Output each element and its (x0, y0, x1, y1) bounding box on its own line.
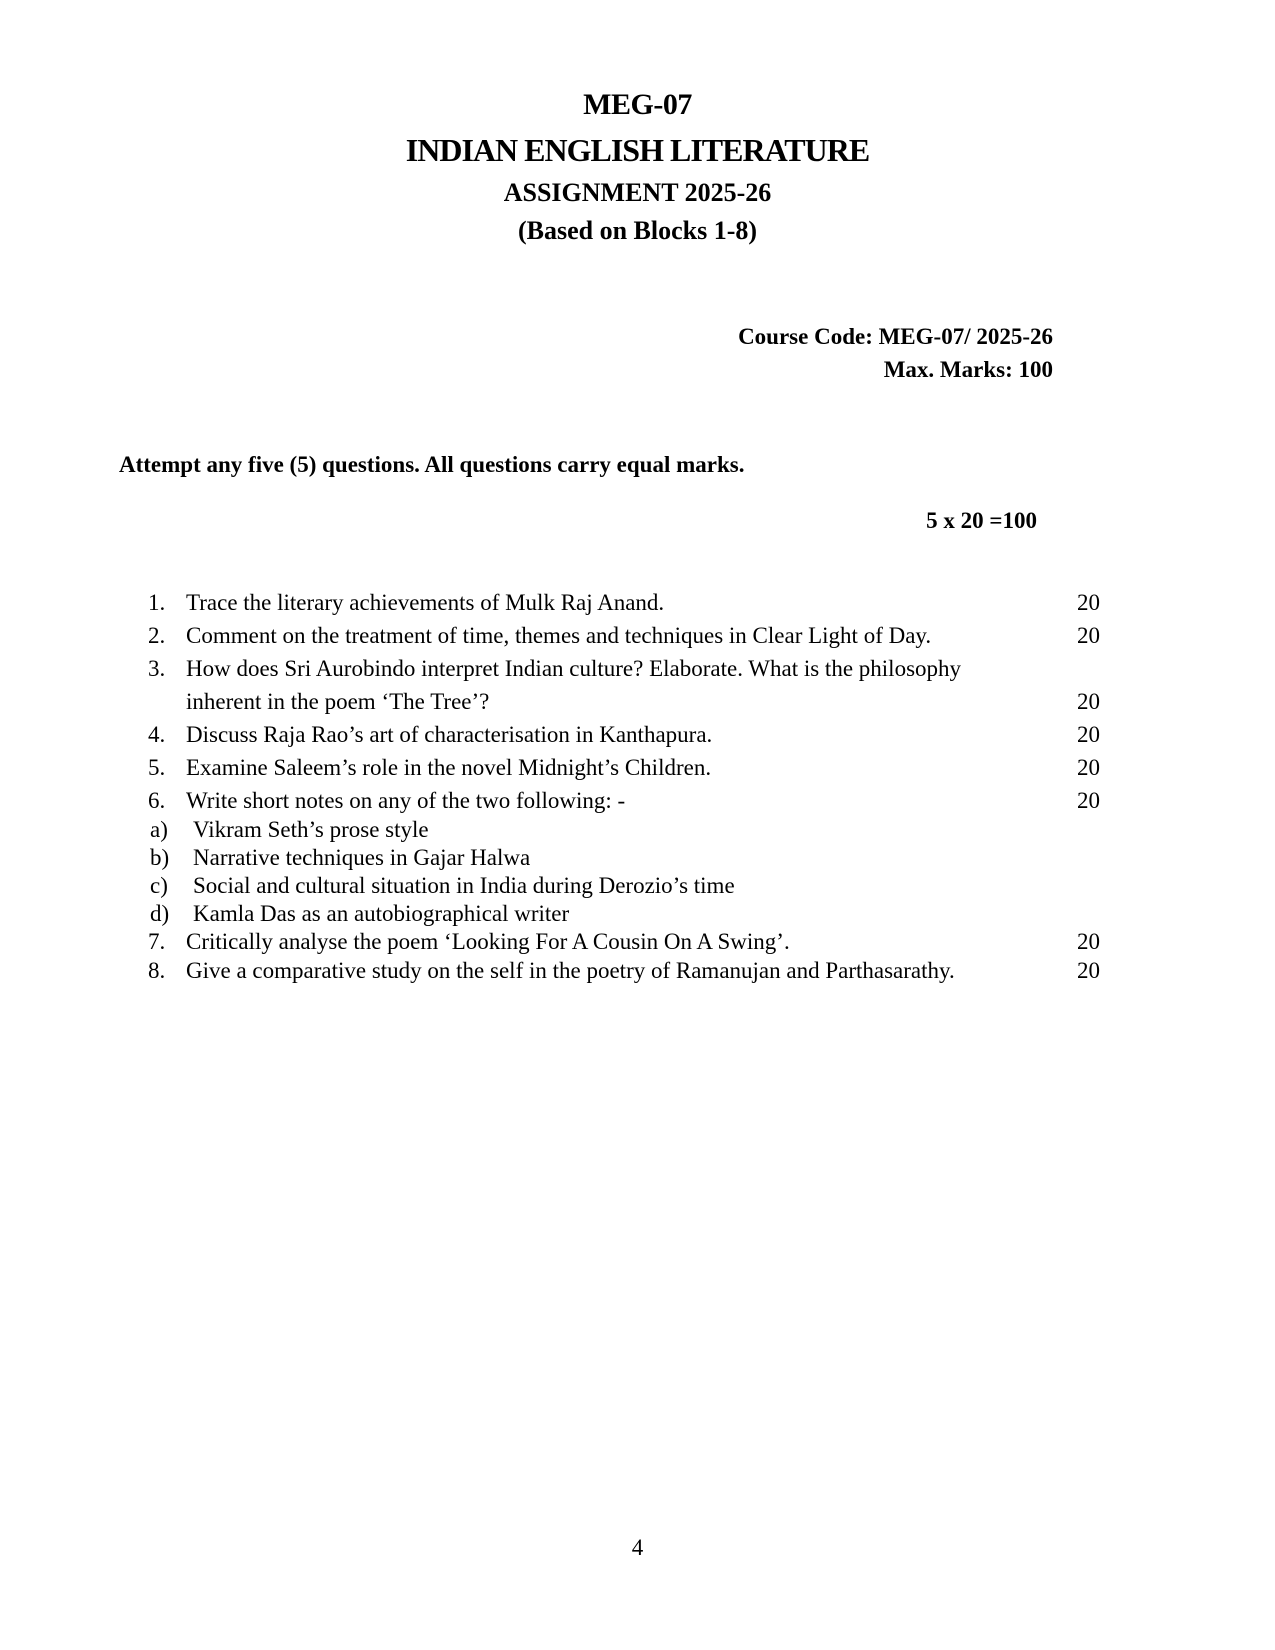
question-number: 1. (148, 590, 166, 615)
question-6 (0, 788, 1275, 817)
sub-item-d (0, 901, 1275, 929)
course-title: INDIAN ENGLISH LITERATURE (405, 132, 870, 168)
question-text: Critically analyse the poem ‘Looking For A Cousin On A Swing’. (186, 929, 790, 954)
question-number: 7. (148, 929, 166, 954)
question-2 (0, 623, 1275, 656)
question-text: Discuss Raja Rao’s art of characterisation in Kanthapura. (186, 722, 713, 747)
question-7 (0, 929, 1275, 958)
question-3-continued (0, 689, 1275, 722)
max-marks-line: Max. Marks: 100 (883, 357, 1053, 382)
question-marks: 20 (1077, 958, 1100, 983)
question-4 (0, 722, 1275, 755)
question-marks: 20 (1077, 755, 1100, 780)
sub-item-c (0, 873, 1275, 901)
course-code-line: Course Code: MEG-07/ 2025-26 (738, 324, 1053, 349)
question-text: Give a comparative study on the self in the poetry of Ramanujan and Parthasarathy. (186, 958, 955, 983)
total-marks: 5 x 20 =100 (926, 508, 1037, 533)
question-text: Trace the literary achievements of Mulk Raj Anand. (186, 590, 665, 615)
page-number: 4 (631, 1535, 644, 1560)
question-8 (0, 958, 1275, 987)
question-text: Comment on the treatment of time, themes and techniques in Clear Light of Day. (186, 623, 932, 648)
question-3 (0, 656, 1275, 689)
question-marks: 20 (1077, 689, 1100, 714)
instructions: Attempt any five (5) questions. All questions carry equal marks. (119, 452, 745, 477)
question-text: Write short notes on any of the two following: - (186, 788, 626, 813)
sub-item-text: Kamla Das as an autobiographical writer (193, 901, 570, 926)
sub-item-label: a) (150, 817, 168, 842)
sub-item-text: Vikram Seth’s prose style (193, 817, 429, 842)
question-number: 8. (148, 958, 166, 983)
question-marks: 20 (1077, 722, 1100, 747)
question-5 (0, 755, 1275, 788)
question-number: 4. (148, 722, 166, 747)
question-text: Examine Saleem’s role in the novel Midnight’s Children. (186, 755, 712, 780)
sub-item-label: b) (150, 845, 170, 870)
question-number: 2. (148, 623, 166, 648)
question-number: 3. (148, 656, 166, 681)
sub-item-text: Narrative techniques in Gajar Halwa (193, 845, 531, 870)
question-text: How does Sri Aurobindo interpret Indian culture? Elaborate. What is the philosophy (186, 656, 962, 681)
sub-item-label: c) (150, 873, 168, 898)
sub-item-text: Social and cultural situation in India during Derozio’s time (193, 873, 735, 898)
blocks-basis: (Based on Blocks 1-8) (517, 216, 758, 245)
course-meta (738, 320, 1053, 386)
question-number: 5. (148, 755, 166, 780)
question-list (0, 590, 1275, 987)
sub-item-b (0, 845, 1275, 873)
question-1 (0, 590, 1275, 623)
course-code-heading: MEG-07 (583, 88, 692, 121)
question-number: 6. (148, 788, 166, 813)
assignment-heading: ASSIGNMENT 2025-26 (503, 178, 772, 207)
sub-item-label: d) (150, 901, 170, 926)
question-text-continued: inherent in the poem ‘The Tree’? (186, 689, 490, 714)
question-marks: 20 (1077, 623, 1100, 648)
question-marks: 20 (1077, 788, 1100, 813)
question-marks: 20 (1077, 929, 1100, 954)
sub-item-a (0, 817, 1275, 845)
question-marks: 20 (1077, 590, 1100, 615)
